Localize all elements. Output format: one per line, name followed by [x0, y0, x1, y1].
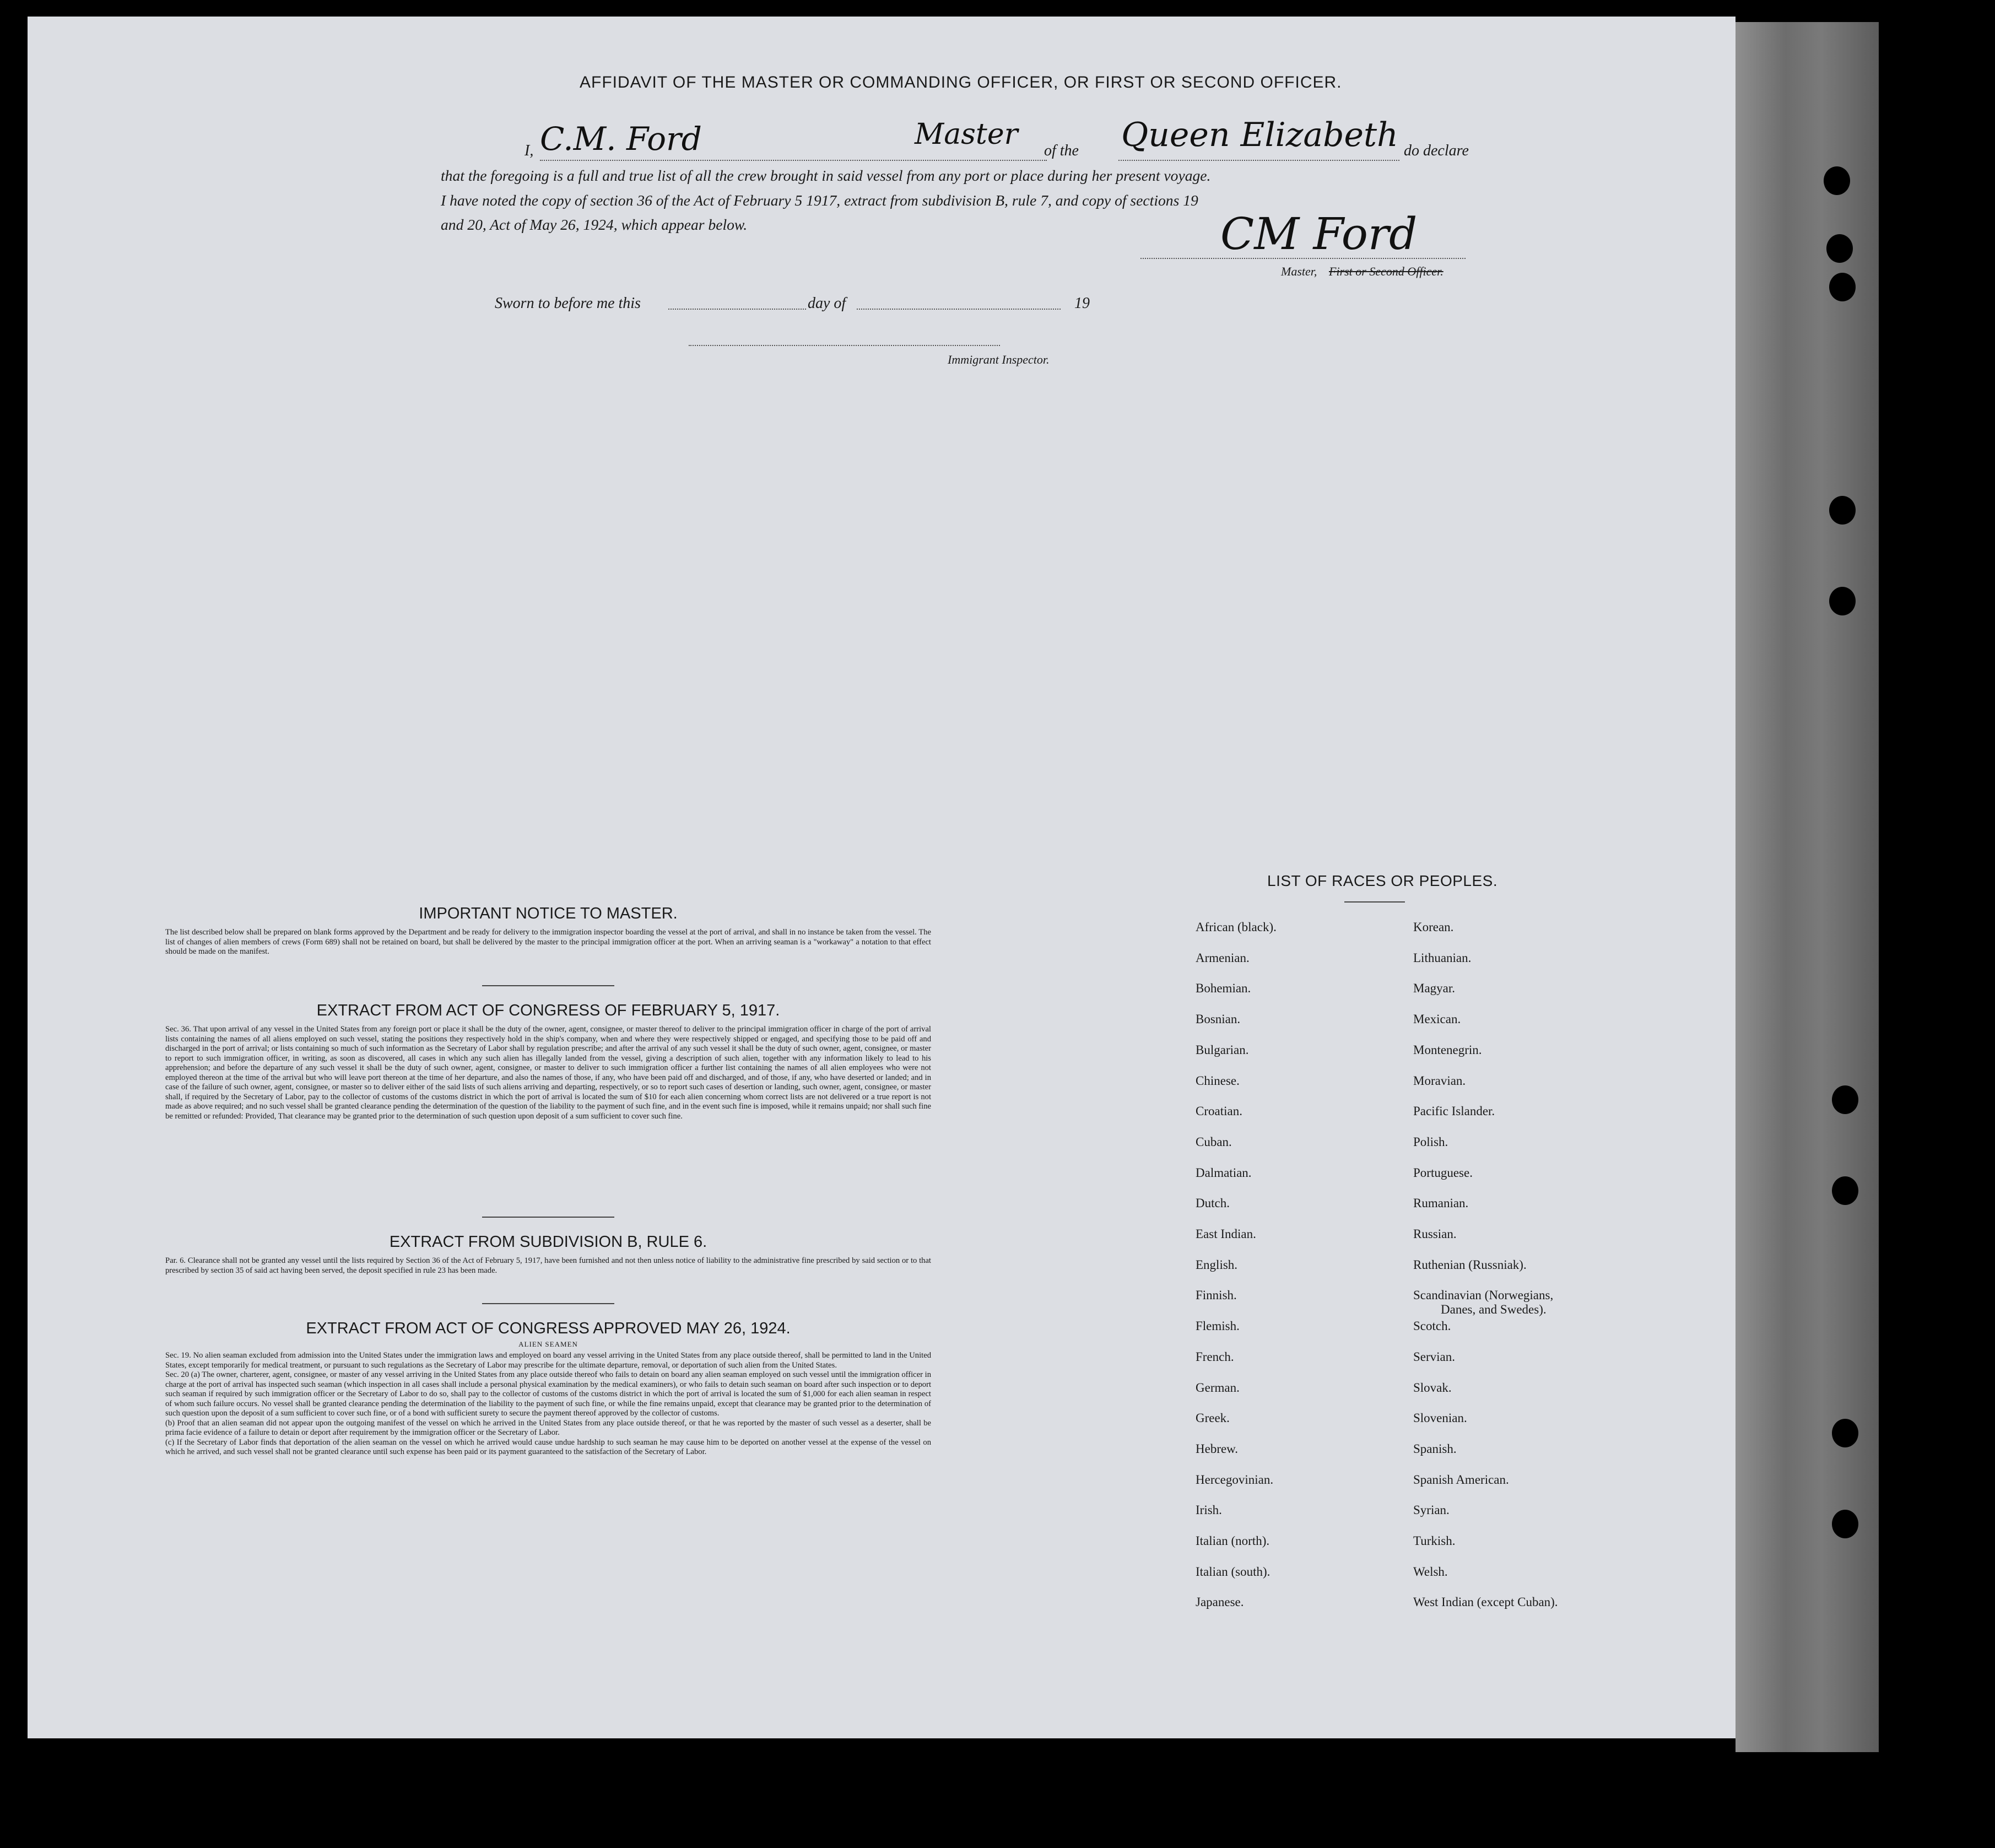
sworn-day-line	[668, 309, 806, 310]
master-name-handwritten: C.M. Ford	[540, 120, 702, 158]
col1-race-item: Greek.	[1196, 1411, 1230, 1425]
col2-race-item: Portuguese.	[1413, 1165, 1473, 1180]
name-field-line	[540, 160, 1047, 161]
col2-race-item: Polish.	[1413, 1134, 1448, 1149]
col1-race-item: Italian (north).	[1196, 1534, 1270, 1548]
punch-hole	[1829, 273, 1856, 301]
col2-race-item: Syrian.	[1413, 1503, 1450, 1517]
col2-race-item: Slovenian.	[1413, 1411, 1467, 1425]
col1-race-item: Bulgarian.	[1196, 1042, 1249, 1057]
affidavit-i: I,	[525, 142, 534, 159]
col1-race-item: German.	[1196, 1380, 1240, 1395]
col1-race-item: Hercegovinian.	[1196, 1472, 1274, 1487]
col2-race-item: West Indian (except Cuban).	[1413, 1595, 1558, 1609]
col2-race-item: Spanish American.	[1413, 1472, 1509, 1487]
col2-race-item-continuation: Danes, and Swedes).	[1441, 1303, 1547, 1317]
col2-race-item: Servian.	[1413, 1349, 1456, 1364]
affidavit-line-4: and 20, Act of May 26, 1924, which appear below.	[441, 216, 748, 233]
col2-race-item: Russian.	[1413, 1227, 1457, 1241]
punch-hole	[1832, 1510, 1858, 1538]
col1-race-item: Dutch.	[1196, 1196, 1230, 1211]
races-title-underline	[1344, 901, 1405, 903]
master-signature: CM Ford	[1220, 208, 1418, 260]
col1-race-item: Finnish.	[1196, 1288, 1237, 1303]
sworn-year-label: 19	[1074, 295, 1090, 312]
races-column-2	[1413, 920, 1656, 1614]
affidavit-line-3: I have noted the copy of section 36 of the Act of February 5 1917, extract from subdivision B, rule 7, and copy of sections 19	[441, 192, 1198, 209]
col2-race-item: Ruthenian (Russniak).	[1413, 1257, 1527, 1272]
do-declare-label: do declare	[1404, 142, 1469, 159]
rank-handwritten: Master	[915, 118, 1018, 151]
col2-race-item: Montenegrin.	[1413, 1042, 1482, 1057]
extract-1924-sec-20b: (b) Proof that an alien seaman did not appear upon the outgoing manifest of the vessel on which he arrived in the United States from any place outside thereof, or that he was reported by the master of such vessel as a deserter, shall be prima facie evidence of a failure to detain or deport after requirement by the immigration officer or the Secretary of Labor.	[165, 1418, 931, 1437]
vessel-field-line	[1118, 160, 1399, 161]
sworn-day-label: day of	[808, 295, 846, 312]
notice-body: The list described below shall be prepared on blank forms approved by the Department and be ready for delivery to the immigration inspector boarding the vessel at the port of arrival, and shall in no instance be taken from the vessel. The list of changes of alien members of crews (Form 689) shall not be retained on board, but shall be delivered by the master to the principal immigration officer at the port. When an arriving seaman is a "workaway" a notation to that effect should be made on the manifest.	[165, 928, 931, 956]
col1-race-item: Irish.	[1196, 1503, 1222, 1517]
inspector-label: Immigrant Inspector.	[948, 353, 1050, 366]
races-column-1	[1196, 920, 1405, 1614]
of-the-label: of the	[1044, 142, 1079, 159]
col1-race-item: Italian (south).	[1196, 1564, 1270, 1579]
col1-race-item: Croatian.	[1196, 1104, 1242, 1118]
col1-race-item: Cuban.	[1196, 1134, 1232, 1149]
punch-hole	[1832, 1176, 1858, 1205]
binding-margin	[1736, 22, 1879, 1752]
col1-race-item: Chinese.	[1196, 1073, 1240, 1088]
col2-race-item: Scandinavian (Norwegians,	[1413, 1288, 1554, 1303]
col2-race-item: Magyar.	[1413, 981, 1456, 996]
col2-race-item: Spanish.	[1413, 1441, 1457, 1456]
col1-race-item: East Indian.	[1196, 1227, 1256, 1241]
col2-race-item: Mexican.	[1413, 1012, 1461, 1026]
races-title: LIST OF RACES OR PEOPLES.	[1267, 872, 1498, 889]
col2-race-item: Korean.	[1413, 920, 1454, 934]
punch-hole	[1829, 587, 1856, 615]
punch-hole	[1824, 166, 1850, 195]
master-label: Master,	[1281, 264, 1317, 278]
punch-hole	[1826, 234, 1853, 263]
col1-race-item: Bosnian.	[1196, 1012, 1241, 1026]
divider	[482, 985, 614, 986]
signature-line	[1140, 258, 1466, 259]
extract-1924-sec-20c: (c) If the Secretary of Labor finds that deportation of the alien seaman on the vessel on which he arrived would cause undue hardship to such seaman he may cause him to be deported on another vessel at the expense of the vessel on which he arrived, and such vessel shall not be granted clearance until such expense has been paid or its payment guaranteed to the satisfaction of the Secretary of Labor.	[165, 1438, 931, 1456]
col1-race-item: Japanese.	[1196, 1595, 1244, 1609]
sworn-month-line	[857, 309, 1061, 310]
subdivision-body: Par. 6. Clearance shall not be granted any vessel until the lists required by Section 36 of the Act of February 5, 1917, have been furnished and not then unless notice of liability to the administrative fine prescribed by said section or to that prescribed by section 35 of said act having been served, the deposit specified in rule 23 has been made.	[165, 1256, 931, 1275]
extract-1924-sec-20a: Sec. 20 (a) The owner, charterer, agent, consignee, or master of any vessel arriving in the United States from any place outside thereof who fails to detain on board any alien seaman employed on such vessel until the immigration officer in charge at the port of arrival has inspected such seaman (which inspection in all cases shall include a personal physical examination by the medical examiners), or who fails to detain such seaman on board after such inspection or to deport such seaman if required by such immigration officer or the Secretary of Labor to do so, shall pay to the collector of customs of the customs district in which the port of arrival is located the sum of $1,000 for each alien seaman in respect of whom such failure occurs. No vessel shall be granted clearance pending the determination of the liability to the payment of such fine, or while the fine remains unpaid, except that clearance may be granted prior to the determination of such question upon the deposit of a sum sufficient to cover such fine, or of a bond with sufficient surety to secure the payment thereof approved by the collector of customs.	[165, 1370, 931, 1418]
extract-1917-title: EXTRACT FROM ACT OF CONGRESS OF FEBRUARY 5, 1917.	[316, 1002, 780, 1019]
col2-race-item: Rumanian.	[1413, 1196, 1469, 1211]
col1-race-item: Armenian.	[1196, 950, 1250, 965]
col2-race-item: Turkish.	[1413, 1534, 1456, 1548]
extract-1924-title: EXTRACT FROM ACT OF CONGRESS APPROVED MAY 26, 1924.	[306, 1320, 791, 1337]
punch-hole	[1832, 1085, 1858, 1114]
inspector-signature-line	[689, 345, 1000, 346]
extract-1924-subtitle: ALIEN SEAMEN	[518, 1340, 578, 1348]
punch-hole	[1829, 496, 1856, 525]
col1-race-item: Dalmatian.	[1196, 1165, 1252, 1180]
vessel-name-handwritten: Queen Elizabeth	[1121, 116, 1398, 154]
notice-title: IMPORTANT NOTICE TO MASTER.	[419, 905, 678, 922]
divider	[482, 1303, 614, 1304]
affidavit-title: AFFIDAVIT OF THE MASTER OR COMMANDING OFFICER, OR FIRST OR SECOND OFFICER.	[580, 73, 1342, 91]
punch-hole	[1832, 1419, 1858, 1447]
sworn-prefix: Sworn to before me this	[495, 295, 641, 312]
col2-race-item: Welsh.	[1413, 1564, 1448, 1579]
extract-1924-text	[165, 1351, 931, 1457]
col1-race-item: Bohemian.	[1196, 981, 1251, 996]
divider	[482, 1217, 614, 1218]
col2-race-item: Scotch.	[1413, 1319, 1451, 1333]
col1-race-item: English.	[1196, 1257, 1238, 1272]
col1-race-item: African (black).	[1196, 920, 1277, 934]
extract-1924-sec-19: Sec. 19. No alien seaman excluded from admission into the United States under the immigration laws and employed on board any vessel arriving in the United States from any place outside thereof, shall be permitted to land in the United States, except temporarily for medical treatment, or pursuant to such regulations as the Secretary of Labor may prescribe for the ultimate departure, removal, or deportation of such alien from the United States.	[165, 1351, 931, 1370]
struck-officer-label: First or Second Officer.	[1329, 264, 1443, 278]
col2-race-item: Slovak.	[1413, 1380, 1452, 1395]
col1-race-item: Hebrew.	[1196, 1441, 1239, 1456]
col1-race-item: French.	[1196, 1349, 1234, 1364]
col1-race-item: Flemish.	[1196, 1319, 1240, 1333]
subdivision-title: EXTRACT FROM SUBDIVISION B, RULE 6.	[389, 1233, 707, 1251]
col2-race-item: Lithuanian.	[1413, 950, 1472, 965]
col2-race-item: Pacific Islander.	[1413, 1104, 1495, 1118]
affidavit-line-2: that the foregoing is a full and true list of all the crew brought in said vessel from any port or place during her present voyage.	[441, 167, 1211, 184]
col2-race-item: Moravian.	[1413, 1073, 1466, 1088]
extract-1917-body: Sec. 36. That upon arrival of any vessel in the United States from any foreign port or place it shall be the duty of the owner, agent, consignee, or master thereof to deliver to the principal immigration officer in charge of the port of arrival lists containing the names of all aliens employed on such vessel, stating the positions they respectively hold in the ship's company, when and where they were respectively shipped or engaged, and specifying those to be paid off and discharged in the port of arrival; or lists containing so much of such information as the Secretary of Labor shall by regulation prescribe; and after the arrival of any such vessel it shall be the duty of such owner, agent, consignee, or master to report to such immigration officer, in writing, as soon as discovered, all cases in which any such alien has illegally landed from the vessel, giving a description of such alien, together with any information likely to lead to his apprehension; and before the departure of any such vessel it shall be the duty of such owner, agent, consignee, or master to deliver to such immigration officer a further list containing the names of all alien employees who were not employed thereon at the time of the arrival but who will leave port thereon at the time of her departure, and also the names of those, if any, who have been paid off and discharged, and of those, if any, who have deserted or landed; and in case of the failure of such owner, agent, consignee, or master so to deliver either of the said lists of such aliens arriving and departing, respectively, or so to report such cases of desertion or landing, such owner, agent, consignee, or master shall, if required by the Secretary of Labor, pay to the collector of customs of the customs district in which the port of arrival is located the sum of $10 for each alien concerning whom correct lists are not delivered or a true report is not made as above required; and no such vessel shall be granted clearance pending the determination of the question of the liability to the payment of such fine, and in the event such fine is imposed, while it remains unpaid; nor shall such fine be remitted or refunded: Provided, That clearance may be granted prior to the determination of such question upon deposit of a sum sufficient to cover such fine.	[165, 1025, 931, 1121]
